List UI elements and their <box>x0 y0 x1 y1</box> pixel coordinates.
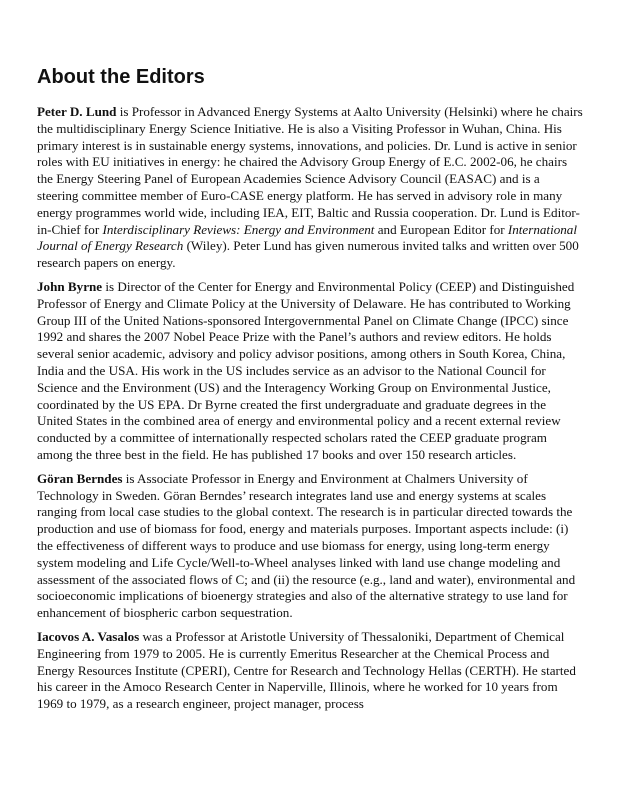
journal-title: International Journal of Energy Research <box>37 221 577 254</box>
journal-title: Interdisciplinary Reviews: Energy and Environment <box>102 221 375 237</box>
editor-bio-vasalos <box>37 629 583 713</box>
editor-name: Göran Berndes <box>37 470 123 486</box>
editor-name: Peter D. Lund <box>37 104 117 119</box>
editor-name: John Byrne <box>37 278 103 294</box>
page-content <box>37 64 583 720</box>
editor-bio-lund <box>37 104 583 272</box>
bio-text: is Director of the Center for Energy and Environmental Policy (CEEP) and Distinguished Professor of Energy and Climate Policy at the University of Delaware. He has contributed to Working Group III of the United Nations-sponsored Intergovernmental Panel on Climate Change (IPCC) since 1992 and shares the 2007 Nobel Peace Prize with the Panel’s authors and review editors. He holds several senior academic, advisory and policy advisor positions, among others in South Korea, China, India and the USA. His work in the US includes service as an advisor to the National Council for Science and the Environment (US) and the Interagency Working Group on Environmental Justice, coordinated by the US EPA. Dr Byrne created the first undergraduate and graduate degrees in the United States in the combined area of energy and environmental policy and a recent external review conducted by a committee of internationally respected scholars rated the CEEP graduate program among the three best in the field. He has published 17 books and over 150 research articles. <box>37 278 575 462</box>
editor-bio-byrne <box>37 279 583 464</box>
editor-bio-berndes <box>37 471 583 622</box>
bio-text: was a Professor at Aristotle University of Thessaloniki, Department of Chemical Engineering from 1979 to 2005. He is currently Emeritus Researcher at the Chemical Process and Energy Resources Institute (CPERI), Centre for Research and Technology Hellas (CERTH). He started his career in the Amoco Research Center in Naperville, Illinois, where he worked for 10 years from 1969 to 1979, as a research engineer, project manager, process <box>37 628 576 712</box>
page-title: About the Editors <box>37 66 205 88</box>
editor-name: Iacovos A. Vasalos <box>37 628 140 644</box>
bio-text: is Associate Professor in Energy and Environment at Chalmers University of Technology in Sweden. Göran Berndes’ research integrates land use and energy systems at scales ranging from local case studies to the global context. The research is in particular directed towards the production and use of biomass for food, energy and materials purposes. Important aspects include: (i) the effectiveness of different ways to produce and use biomass for energy, using long-term energy system modeling and Life Cycle/Well-to-Wheel analyses linked with land use change modeling and assessment of the associated flows of C; and (ii) the resource (e.g., land and water), environmental and socioeconomic implications of bioenergy strategies and also of the alternative strategy to use land for enhancement of biospheric carbon sequestration. <box>37 470 576 621</box>
bio-text: is Professor in Advanced Energy Systems at Aalto University (Helsinki) where he chairs the multidisciplinary Energy Science Initiative. He is also a Visiting Professor in Wuhan, China. His primary interest is in sustainable energy systems, innovations, and policies. Dr. Lund is active in senior roles with EU initiatives in energy: he chaired the Advisory Group Energy of E.C. 2002-06, he chairs the Energy Steering Panel of European Academies Science Advisory Council (EASAC) and is a steering committee member of Euro-CASE energy platform. He has served in advisory role in many energy programmes world wide, including IEA, EIT, Baltic and Russia cooperation. Dr. Lund is Editor-in-Chief for <box>37 104 583 237</box>
bio-text: (Wiley). Peter Lund has given numerous invited talks and written over 500 research papers on energy. <box>37 238 579 271</box>
bio-text: and European Editor for <box>374 221 508 237</box>
